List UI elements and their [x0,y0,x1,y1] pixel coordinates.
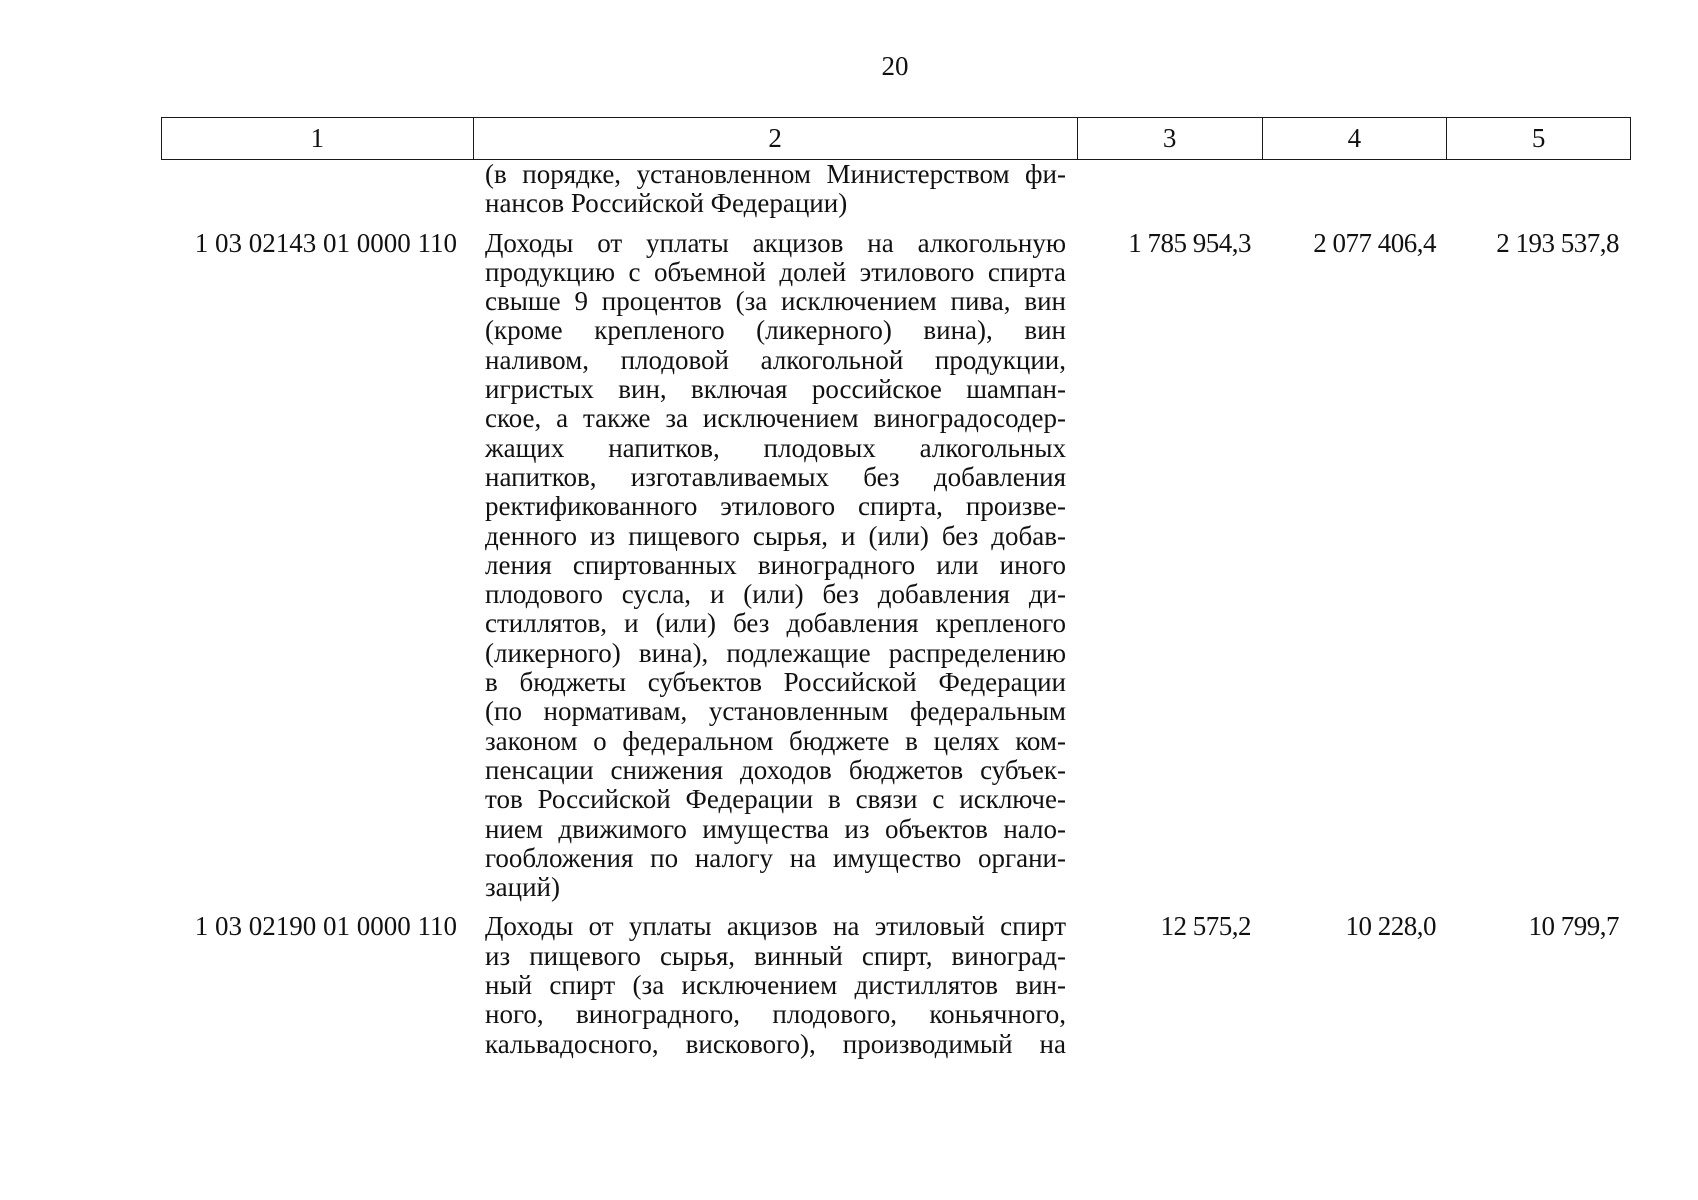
description-cell [473,160,1078,219]
description-line: игристых вин, включая российское шампан- [485,374,1066,405]
description-line: ного, виноградного, плодового, коньячного, [485,999,1066,1030]
description-line: стиллятов, и (или) без добавления крепленого [485,608,1066,639]
budget-code: 1 03 02143 01 0000 110 [194,227,457,258]
value-cell-5: 2 193 537,8 [1496,227,1619,258]
value-cell-5 [1448,160,1631,219]
description-line: в бюджеты субъектов Российской Федерации [485,667,1066,698]
table-body [161,160,1631,1059]
table-row [161,912,1631,1058]
description-line: нансов Российской Федерации) [485,188,848,219]
description-line: напитков, изготавливаемых без добавления [485,461,1066,492]
description-line: из пищевого сырья, винный спирт, виноград- [485,940,1066,971]
value-cell-4: 2 077 406,4 [1313,227,1436,258]
description-line: (кроме крепленого (ликерного) вина), вин [485,315,1066,346]
page-number: 20 [881,51,909,81]
description-line: заций) [485,872,560,903]
column-header-4: 4 [1263,118,1448,159]
description-line: ный спирт (за исключением дистиллятов вин- [485,970,1066,1001]
description-line: законом о федеральном бюджете в целях ком- [485,725,1066,756]
description-line: плодового сусла, и (или) без добавления ди- [485,579,1066,610]
budget-code: 1 03 02190 01 0000 110 [194,911,457,942]
code-cell [161,160,473,219]
description-line: свыше 9 процентов (за исключением пива, вин [485,286,1066,317]
description-cell [473,229,1078,903]
description-line: ректификованного этилового спирта, произве- [485,491,1066,522]
description-line: денного из пищевого сырья, и (или) без добав- [485,520,1066,551]
column-header-3: 3 [1078,118,1263,159]
description-line: Доходы от уплаты акцизов на этиловый спирт [485,911,1066,942]
description-line: (ликерного) вина), подлежащие распределению [485,637,1066,668]
description-line: ское, а также за исключением виноградосодер- [485,403,1066,434]
description-line: (в порядке, установленном Министерством фи- [485,159,1066,189]
description-line: гообложения по налогу на имущество органи- [485,842,1066,873]
value-cell-3 [1078,160,1263,219]
description-cell [473,912,1078,1058]
column-header-5: 5 [1531,123,1546,153]
value-cell-3: 1 785 954,3 [1128,227,1251,258]
table-row-continuation [161,160,1631,219]
description-line: (по нормативам, установленным федеральным [485,696,1066,727]
description-line: нием движимого имущества из объектов нало- [485,813,1066,844]
description-line: тов Российской Федерации в связи с исключе- [485,784,1066,815]
description-line: продукцию с объемной долей этилового спирта [485,256,1066,287]
description-line: Доходы от уплаты акцизов на алкогольную [485,227,1066,258]
value-cell-3: 12 575,2 [1160,911,1251,942]
description-line: жащих напитков, плодовых алкогольных [485,432,1066,463]
table-row [161,229,1631,903]
column-header-1: 1 [162,118,474,159]
description-line: наливом, плодовой алкогольной продукции, [485,344,1066,375]
description-line: ления спиртованных виноградного или иного [485,549,1066,580]
table-header-row [161,117,1631,160]
description-line: пенсации снижения доходов бюджетов субъек- [485,754,1066,785]
description-line: кальвадосного, вискового), производимый на [485,1028,1066,1059]
value-cell-4: 10 228,0 [1345,911,1436,942]
value-cell-4 [1263,160,1448,219]
value-cell-5: 10 799,7 [1528,911,1619,942]
column-header-2: 2 [474,118,1078,159]
